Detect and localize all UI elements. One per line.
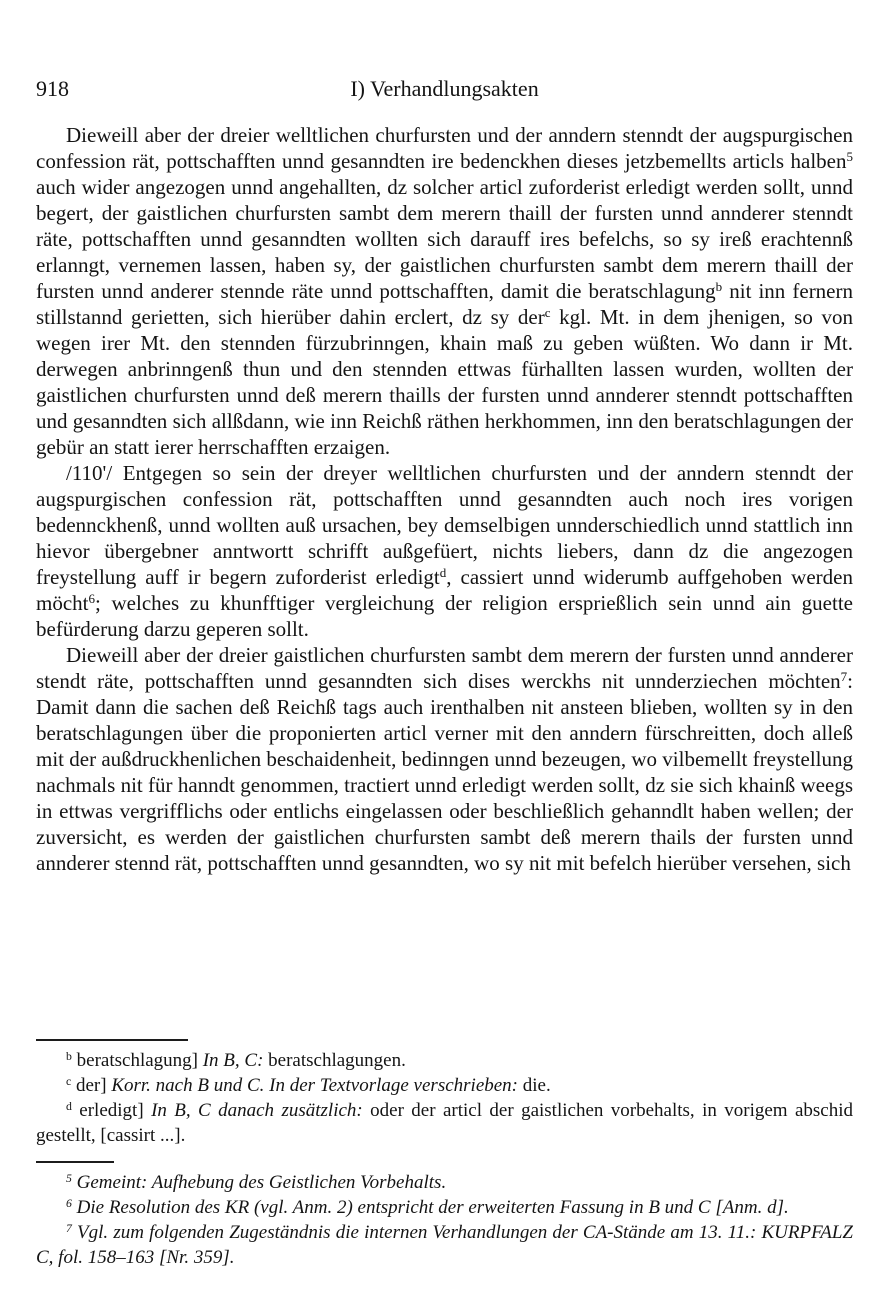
footnotes-separator-rule	[36, 1161, 114, 1163]
apparatus-separator-rule	[36, 1039, 188, 1041]
text-segment: auch wider angezogen unnd angehallten, dz solcher articl zuforderist erledigt werden sollt, unnd begert, der gaistlichen churfursten sambt dem merern thaill der fursten unnd annderer stenndt räte, pottschafften unnd gesanndten wollten sich darauff ires befelchs, so sy ireß erachtennß erlanngt, vernemen lassen, haben sy, der gaistlichen churfursten sambt dem merern thaill der fursten unnd anderer stennde räte unnd pottschafften, damit die beratschlagung	[36, 175, 853, 303]
text-segment: /110'/ Entgegen so sein der dreyer welltlichen churfursten und der anndern stenndt der augspurgischen confession rät, pottschafften unnd gesanndten auch noch ires vorigen bedennckhenß, unnd wollten auß ursachen, bey demselbigen unnderschiedlich unnd stattlich inn hievor übergebner anntwortt schrifft außgefüert, nichts liebers, dann dz die angezogen freystellung auff ir begern zuforderist erledigt	[36, 461, 853, 589]
note-mark: 6	[88, 590, 96, 606]
footnote-6	[36, 1195, 853, 1220]
text-segment: der]	[71, 1075, 112, 1096]
note-mark: 6	[66, 1196, 72, 1210]
note-mark: b	[66, 1049, 72, 1063]
note-mark: c	[66, 1074, 72, 1088]
text-segment: Dieweill aber der dreier welltlichen churfursten und der anndern stenndt der augspurgischen confession rät, pottschafften unnd gesanndten ire bedenckhen dieses jetzbemellts articls halben	[36, 123, 853, 173]
running-header	[36, 76, 853, 104]
note-mark: d	[439, 564, 447, 580]
text-segment: In B, C danach zusätzlich:	[151, 1100, 363, 1121]
text-segment: ; welches zu khunfftiger vergleichung der religion ersprießlich sein unnd ain guette befürderung darzu geperen sollt.	[36, 591, 853, 641]
text-segment: die.	[518, 1075, 551, 1096]
apparatus-note-b	[36, 1048, 853, 1073]
footnote-area	[36, 1039, 853, 1300]
running-head: I) Verhandlungsakten	[350, 76, 539, 101]
text-segment: : Damit dann die sachen deß Reichß tags auch irenthalben nit ansteen blieben, wollten sy in den beratschlagungen über die proponierten articl verner mit den anndern fürschreitten, doch alleß mit der außdruckhenlichen beschaidenheit, bedinngen unnd bezeugen, wo vilbemellt freystellung nachmals nit für hanndt genommen, tractiert unnd erledigt werden sollt, dz sie sich khainß weegs in ettwas vergrifflichs oder entlichs eingelassen oder beschließlich gehanndlt haben wellen; der zuversicht, es werden der gaistlichen churfursten sambt deß merern thails der fursten unnd annderer stennd rät, pottschafften unnd gesanndten, wo sy nit mit befelch hierüber versehen, sich	[36, 669, 853, 875]
text-segment: , cassiert unnd widerumb auffgehoben werden möcht	[36, 565, 853, 615]
text-segment: nit inn fernern stillstannd gerietten, sich hierüber dahin erclert, dz sy der	[36, 279, 853, 329]
text-segment: Vgl. zum folgenden Zugeständnis die internen Verhandlungen der CA-Stände am 13. 11.: KURPFALZ C, fol. 158–163 [Nr. 359].	[36, 1222, 853, 1268]
text-segment: Die Resolution des KR (vgl. Anm. 2) entspricht der erweiterten Fassung in B und C [Anm. d].	[71, 1197, 789, 1218]
apparatus-note-c	[36, 1073, 853, 1098]
text-segment: Korr. nach B und C. In der Textvorlage verschrieben:	[111, 1075, 519, 1096]
note-mark: 5	[846, 148, 853, 164]
main-text	[36, 122, 853, 876]
note-mark: 5	[66, 1171, 72, 1185]
apparatus-note-d	[36, 1098, 853, 1148]
body-paragraph-3	[36, 642, 853, 876]
footnotes	[36, 1170, 853, 1270]
note-mark: 7	[66, 1221, 72, 1235]
text-segment: beratschlagung]	[71, 1050, 203, 1071]
footnote-5	[36, 1170, 853, 1195]
body-paragraph-2	[36, 460, 853, 642]
text-segment: erledigt]	[71, 1100, 152, 1121]
text-segment: beratschlagungen.	[263, 1050, 406, 1071]
note-mark: c	[544, 304, 551, 320]
text-segment: In B, C:	[202, 1050, 264, 1071]
note-mark: b	[715, 278, 723, 294]
text-segment: Gemeint: Aufhebung des Geistlichen Vorbehalts.	[71, 1172, 447, 1193]
text-segment: oder der articl der gaistlichen vorbehalts, in vorigem abschid gestellt, [cassirt ...].	[36, 1100, 854, 1146]
text-segment: Dieweill aber der dreier gaistlichen churfursten sambt dem merern der fursten unnd annderer stendt räte, pottschafften unnd gesanndten sich dises werckhs nit unnderziechen möchten	[36, 643, 853, 693]
text-segment: kgl. Mt. in dem jhenigen, so von wegen irer Mt. den stennden fürzubrinngen, khain maß zu geben wüßten. Wo dann ir Mt. derwegen anbrinngenß thun und den stennden ettwas fürhallten lassen wurden, wollten der gaistlichen churfursten unnd deß merern thaills der fursten unnd annderer stenndt pottschafften und gesanndten sich allßdann, wie inn Reichß räthen herkhommen, inn den beratschlagungen der gebür an statt ierer herrschafften erzaigen.	[36, 305, 853, 459]
page-number: 918	[36, 76, 69, 101]
apparatus-notes	[36, 1048, 853, 1148]
note-mark: d	[66, 1099, 72, 1113]
footnote-7	[36, 1220, 853, 1270]
note-mark: 7	[840, 668, 848, 684]
body-paragraph-1	[36, 122, 853, 460]
